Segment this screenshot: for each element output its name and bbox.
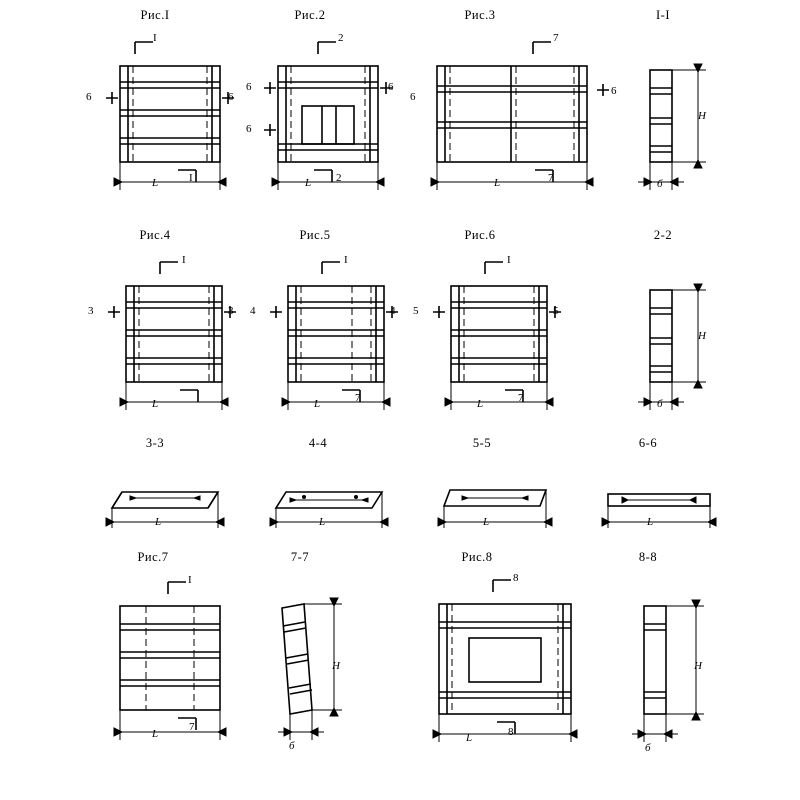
- dim-label-r1c3-L: L: [494, 177, 501, 189]
- figure-r4c1: [100, 572, 240, 752]
- figure-caption-r2c3: Рис.6: [464, 228, 496, 242]
- dim-label-r2c1-L: L: [152, 398, 159, 410]
- dim-label-r2c4-H: H: [698, 330, 706, 342]
- section-mark-r2c1-top: I: [182, 254, 186, 266]
- figure-caption-r1c4: I-I: [656, 8, 670, 22]
- figure-caption-r4c3: Рис.8: [461, 550, 493, 564]
- figure-r4c2: [262, 572, 382, 752]
- figure-r1c1: [100, 30, 240, 200]
- figure-r3c4: [592, 460, 732, 540]
- section-mark-r2c3-right: 5: [553, 305, 559, 317]
- section-mark-r1c1-top: I: [153, 32, 157, 44]
- dim-label-r4c4-H: H: [694, 660, 702, 672]
- figure-r3c2: [264, 460, 404, 540]
- figure-r1c4: [630, 30, 750, 200]
- section-mark-r2c3-left: 5: [413, 305, 419, 317]
- section-mark-r1c2-top: 2: [338, 32, 344, 44]
- figure-r1c3: [425, 30, 605, 200]
- figure-caption-r4c4: 8-8: [638, 550, 658, 564]
- figure-r4c3: [425, 572, 585, 752]
- dim-label-r4c2-delta: б: [289, 740, 295, 752]
- section-mark-r2c2-top: I: [344, 254, 348, 266]
- figure-r4c4: [620, 572, 740, 752]
- section-mark-r1c2-bottom: 2: [336, 172, 342, 184]
- section-mark-r2c3-top: I: [507, 254, 511, 266]
- figure-caption-r1c3: Рис.3: [464, 8, 496, 22]
- dim-label-r1c4-H: H: [698, 110, 706, 122]
- section-mark-r2c2-right: 4: [390, 305, 396, 317]
- figure-r2c1: [100, 252, 240, 422]
- figure-caption-r4c1: Рис.7: [137, 550, 169, 564]
- section-mark-r1c3-left: 6: [410, 91, 416, 103]
- figure-caption-r1c1: Рис.I: [140, 8, 170, 22]
- figure-caption-r4c2: 7-7: [290, 550, 310, 564]
- dim-label-r2c2-L: L: [314, 398, 321, 410]
- section-mark-r1c2-left-bottom: 6: [246, 123, 252, 135]
- section-mark-r4c1-top: I: [188, 574, 192, 586]
- dim-label-r1c2-L: L: [305, 177, 312, 189]
- section-mark-r1c1-bottom: I: [189, 172, 193, 184]
- figure-caption-r3c1: 3-3: [145, 436, 165, 450]
- section-mark-r1c3-top: 7: [553, 32, 559, 44]
- section-mark-r2c3-bottom: 7: [518, 392, 524, 404]
- section-mark-r1c1-left: 6: [86, 91, 92, 103]
- figure-r3c3: [428, 460, 568, 540]
- figure-caption-r3c3: 5-5: [472, 436, 492, 450]
- section-mark-r4c3-bottom: 8: [508, 726, 514, 738]
- figure-caption-r2c2: Рис.5: [299, 228, 331, 242]
- figure-r1c2: [258, 30, 398, 200]
- figure-caption-r3c4: 6-6: [638, 436, 658, 450]
- dim-label-r4c2-H: H: [332, 660, 340, 672]
- section-mark-r1c3-right: 6: [611, 85, 617, 97]
- section-mark-r1c2-right: 6: [388, 81, 394, 93]
- figure-r3c1: [100, 460, 240, 540]
- dim-label-r3c4-L: L: [647, 516, 654, 528]
- section-mark-r1c3-bottom: 7: [548, 172, 554, 184]
- dim-label-r3c2-L: L: [319, 516, 326, 528]
- figure-r2c4: [630, 252, 750, 422]
- figure-r2c2: [262, 252, 402, 422]
- figure-caption-r1c2: Рис.2: [294, 8, 326, 22]
- dim-label-r3c1-L: L: [155, 516, 162, 528]
- section-mark-r1c2-left-top: 6: [246, 81, 252, 93]
- figure-caption-r2c4: 2-2: [653, 228, 673, 242]
- section-mark-r4c3-top: 8: [513, 572, 519, 584]
- dim-label-r2c4-delta: б: [657, 398, 663, 410]
- dim-label-r3c3-L: L: [483, 516, 490, 528]
- section-mark-r2c2-left: 4: [250, 305, 256, 317]
- section-mark-r1c1-right: 6: [228, 91, 234, 103]
- dim-label-r2c3-L: L: [477, 398, 484, 410]
- section-mark-r2c1-left: 3: [88, 305, 94, 317]
- dim-label-r4c3-L: L: [466, 732, 473, 744]
- figure-r2c3: [425, 252, 565, 422]
- dim-label-r4c1-L: L: [152, 728, 159, 740]
- dim-label-r4c4-delta: б: [645, 742, 651, 754]
- dim-label-r1c1-L: L: [152, 177, 159, 189]
- section-mark-r2c2-bottom: 7: [355, 392, 361, 404]
- figure-caption-r3c2: 4-4: [308, 436, 328, 450]
- section-mark-r4c1-bottom: 7: [189, 721, 195, 733]
- section-mark-r2c1-right: 3: [228, 305, 234, 317]
- figure-caption-r2c1: Рис.4: [139, 228, 171, 242]
- dim-label-r1c4-delta: б: [657, 178, 663, 190]
